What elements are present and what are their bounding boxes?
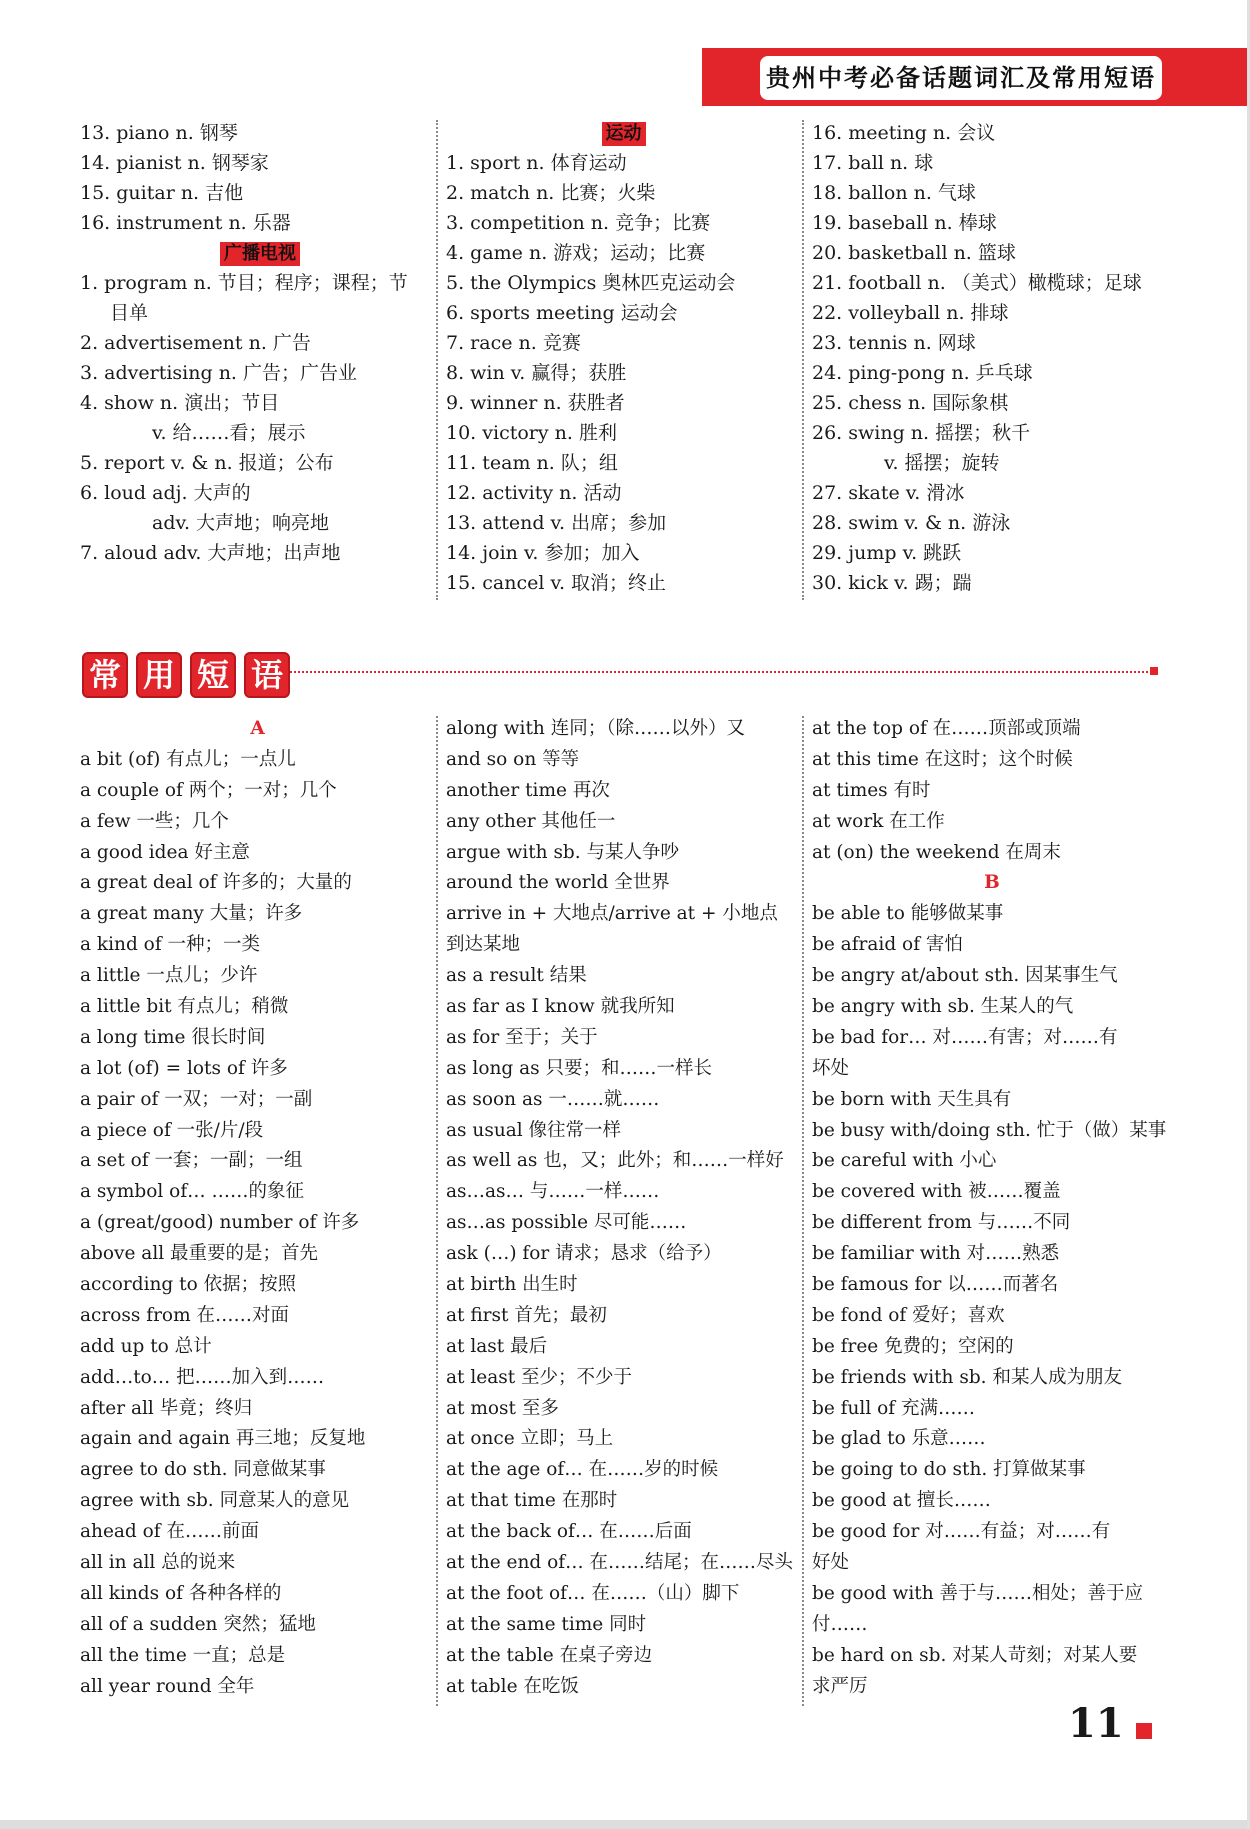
vocab-entry: 1. sport n. 体育运动 [446, 152, 627, 174]
phrase-entry: as long as 只要；和……一样长 [446, 1057, 713, 1079]
section-title-char: 短 [190, 652, 236, 698]
phrase-entry: a great deal of 许多的；大量的 [80, 872, 352, 894]
phrase-entry: a long time 很长时间 [80, 1026, 266, 1048]
letter-heading: A [250, 718, 265, 739]
phrase-entry: be free 免费的；空闲的 [812, 1335, 1014, 1357]
vocab-entry: 目单 [110, 302, 149, 324]
phrase-entry: be good at 擅长…… [812, 1490, 991, 1512]
phrase-entry: at (on) the weekend 在周末 [812, 841, 1061, 863]
vocab-entry: 8. win v. 赢得；获胜 [446, 362, 627, 384]
bottom-edge [0, 1820, 1250, 1829]
letter-heading: B [984, 872, 1000, 894]
vocab-entry: 11. team n. 队；组 [446, 452, 618, 474]
phrase-entry: be full of 充满…… [812, 1397, 976, 1419]
phrase-entry: be able to 能够做某事 [812, 903, 1004, 925]
phrase-entry: at the back of… 在……后面 [446, 1521, 692, 1543]
phrase-entry: at work 在工作 [812, 810, 945, 832]
section-title [82, 652, 290, 698]
vocab-entry: 3. competition n. 竞争；比赛 [446, 212, 711, 234]
phrase-entry: as far as I know 就我所知 [446, 996, 675, 1018]
phrase-entry: 求严厉 [812, 1675, 868, 1697]
vocab-entry: 21. football n. （美式）橄榄球；足球 [812, 272, 1142, 294]
phrase-entry: be covered with 被……覆盖 [812, 1181, 1061, 1203]
phrase-entry: add up to 总计 [80, 1335, 212, 1357]
phrase-entry: be different from 与……不同 [812, 1212, 1071, 1234]
phrase-entry: a bit (of) 有点儿；一点儿 [80, 748, 296, 770]
vocab-entry: 30. kick v. 踢；踹 [812, 572, 972, 594]
phrase-entry: be hard on sb. 对某人苛刻；对某人要 [812, 1644, 1138, 1666]
phrase-entry: agree to do sth. 同意做某事 [80, 1459, 326, 1481]
phrase-entry: be glad to 乐意…… [812, 1428, 986, 1450]
phrase-entry: agree with sb. 同意某人的意见 [80, 1490, 350, 1512]
vocab-entry: 13. piano n. 钢琴 [80, 122, 238, 144]
phrase-entry: at last 最后 [446, 1335, 548, 1357]
phrase-entry: at the top of 在……顶部或顶端 [812, 718, 1081, 739]
phrase-entry: be good for 对……有益；对……有 [812, 1521, 1111, 1543]
vocab-column-3 [812, 118, 1172, 598]
vocab-entry: 4. game n. 游戏；运动；比赛 [446, 242, 706, 264]
phrase-entry: 好处 [812, 1552, 850, 1574]
phrase-entry: as…as possible 尽可能…… [446, 1212, 687, 1234]
vocab-entry: 2. match n. 比赛；火柴 [446, 182, 656, 204]
phrase-entry: as usual 像往常一样 [446, 1119, 622, 1141]
vocab-entry: 24. ping-pong n. 乒乓球 [812, 362, 1033, 384]
phrase-entry: be familiar with 对……熟悉 [812, 1243, 1060, 1265]
phrase-entry: along with 连同；（除……以外）又 [446, 718, 745, 739]
vocab-entry: 5. report v. & n. 报道；公布 [80, 452, 334, 474]
vocab-entry: 7. aloud adv. 大声地；出声地 [80, 542, 341, 564]
phrase-entry: at first 首先；最初 [446, 1304, 607, 1326]
vocab-entry: adv. 大声地；响亮地 [152, 512, 330, 534]
phrase-entry: a set of 一套；一副；一组 [80, 1150, 303, 1172]
vocab-entry: 13. attend v. 出席；参加 [446, 512, 667, 534]
vocab-column-1 [80, 118, 440, 568]
phrase-entry: a lot (of) = lots of 许多 [80, 1057, 288, 1079]
phrase-entry: all of a sudden 突然；猛地 [80, 1613, 316, 1635]
phrase-entry: at once 立即；马上 [446, 1428, 614, 1450]
banner-title: 贵州中考必备话题词汇及常用短语 [760, 56, 1162, 100]
phrase-entry: be born with 天生具有 [812, 1088, 1012, 1110]
phrase-entry: be busy with/doing sth. 忙于（做）某事 [812, 1119, 1167, 1141]
phrase-entry: be famous for 以……而著名 [812, 1274, 1059, 1296]
phrase-entry: a good idea 好主意 [80, 841, 250, 863]
phrase-entry: as soon as 一……就…… [446, 1088, 660, 1110]
vocab-entry: 10. victory n. 胜利 [446, 422, 617, 444]
phrase-entry: and so on 等等 [446, 748, 580, 770]
section-divider-dot [1150, 667, 1158, 675]
phrase-entry: be afraid of 害怕 [812, 934, 963, 956]
vocab-entry: 20. basketball n. 篮球 [812, 242, 1016, 264]
vocab-entry: 6. loud adj. 大声的 [80, 482, 251, 504]
phrase-entry: at table 在吃饭 [446, 1675, 579, 1697]
phrase-entry: be going to do sth. 打算做某事 [812, 1459, 1086, 1481]
phrase-entry: be friends with sb. 和某人成为朋友 [812, 1366, 1122, 1388]
vocab-entry: 14. join v. 参加；加入 [446, 542, 640, 564]
vocab-entry: 3. advertising n. 广告；广告业 [80, 362, 358, 384]
phrase-entry: at the end of… 在……结尾；在……尽头 [446, 1552, 793, 1574]
phrase-entry: all year round 全年 [80, 1675, 255, 1697]
phrase-entry: a little bit 有点儿；稍微 [80, 996, 289, 1018]
vocab-entry: 17. ball n. 球 [812, 152, 934, 174]
phrase-entry: be angry with sb. 生某人的气 [812, 996, 1074, 1018]
phrase-entry: as well as 也，又；此外；和……一样好 [446, 1150, 784, 1172]
vocab-entry: 16. meeting n. 会议 [812, 122, 996, 144]
vocab-entry: 25. chess n. 国际象棋 [812, 392, 1009, 414]
phrase-entry: as a result 结果 [446, 965, 587, 987]
phrase-entry: add…to… 把……加入到…… [80, 1366, 325, 1388]
phrase-entry: as…as… 与……一样…… [446, 1181, 660, 1203]
phrase-entry: be fond of 爱好；喜欢 [812, 1304, 1005, 1326]
phrase-entry: at birth 出生时 [446, 1274, 578, 1296]
phrase-entry: at least 至少；不少于 [446, 1366, 633, 1388]
phrase-entry: at the age of… 在……岁的时候 [446, 1459, 719, 1481]
phrase-entry: as for 至于；关于 [446, 1026, 598, 1048]
phrase-entry: across from 在……对面 [80, 1304, 289, 1326]
vocab-entry: 2. advertisement n. 广告 [80, 332, 311, 354]
phrases-column-1 [80, 714, 435, 1703]
vocab-entry: 18. ballon n. 气球 [812, 182, 976, 204]
column-divider [802, 716, 804, 1706]
phrase-entry: at most 至多 [446, 1397, 559, 1419]
vocab-entry: 1. program n. 节目；程序；课程；节 [80, 272, 408, 294]
category-heading: 广播电视 [220, 242, 300, 266]
section-title-char: 常 [82, 652, 128, 698]
vocab-entry: 9. winner n. 获胜者 [446, 392, 625, 414]
page-number: 11 [1068, 1700, 1124, 1747]
phrase-entry: be good with 善于与……相处；善于应 [812, 1582, 1143, 1604]
phrase-entry: at the table 在桌子旁边 [446, 1644, 653, 1666]
column-divider [436, 120, 438, 600]
phrase-entry: 付…… [812, 1613, 868, 1635]
vocab-entry: 26. swing n. 摇摆；秋千 [812, 422, 1031, 444]
phrase-entry: 到达某地 [446, 934, 521, 956]
page-marker [1136, 1723, 1152, 1739]
phrase-entry: a pair of 一双；一对；一副 [80, 1088, 313, 1110]
category-heading-row [446, 118, 801, 148]
phrase-entry: a symbol of… ……的象征 [80, 1181, 305, 1203]
phrases-column-2 [446, 714, 801, 1703]
vocab-entry: 15. cancel v. 取消；终止 [446, 572, 667, 594]
phrases-column-3 [812, 714, 1172, 1703]
vocab-entry: 16. instrument n. 乐器 [80, 212, 291, 234]
phrase-entry: a couple of 两个；一对；几个 [80, 779, 337, 801]
phrase-entry: a great many 大量；许多 [80, 903, 303, 925]
vocab-entry: 19. baseball n. 棒球 [812, 212, 997, 234]
vocab-entry: 27. skate v. 滑冰 [812, 482, 965, 504]
phrase-entry: a kind of 一种；一类 [80, 934, 261, 956]
phrase-entry: be careful with 小心 [812, 1150, 997, 1172]
column-divider [802, 120, 804, 600]
phrase-entry: arrive in + 大地点/arrive at + 小地点 [446, 903, 778, 925]
vocab-entry: v. 摇摆；旋转 [884, 452, 1000, 474]
phrase-entry: all kinds of 各种各样的 [80, 1582, 282, 1604]
phrase-entry: at times 有时 [812, 779, 931, 801]
section-title-char: 语 [244, 652, 290, 698]
vocab-entry: 15. guitar n. 吉他 [80, 182, 244, 204]
vocab-entry: 22. volleyball n. 排球 [812, 302, 1009, 324]
phrase-entry: ask (…) for 请求；恳求（给予） [446, 1243, 722, 1265]
vocab-entry: 14. pianist n. 钢琴家 [80, 152, 269, 174]
phrase-entry: a (great/good) number of 许多 [80, 1212, 360, 1234]
phrase-entry: ahead of 在……前面 [80, 1521, 260, 1543]
section-title-char: 用 [136, 652, 182, 698]
phrase-entry: any other 其他任一 [446, 810, 616, 832]
phrase-entry: after all 毕竟；终归 [80, 1397, 253, 1419]
section-divider-line [286, 671, 1152, 673]
phrase-entry: another time 再次 [446, 779, 610, 801]
vocab-entry: 4. show n. 演出；节目 [80, 392, 280, 414]
phrase-entry: at this time 在这时；这个时候 [812, 748, 1073, 770]
phrase-entry: a piece of 一张/片/段 [80, 1119, 264, 1141]
phrase-entry: around the world 全世界 [446, 872, 670, 894]
vocab-entry: 12. activity n. 活动 [446, 482, 622, 504]
vocab-entry: 29. jump v. 跳跃 [812, 542, 962, 564]
phrase-entry: be angry at/about sth. 因某事生气 [812, 965, 1118, 987]
phrase-entry: all in all 总的说来 [80, 1552, 236, 1574]
phrase-entry: at the same time 同时 [446, 1613, 647, 1635]
vocab-entry: 5. the Olympics 奥林匹克运动会 [446, 272, 736, 294]
phrase-entry: at that time 在那时 [446, 1490, 618, 1512]
phrase-entry: above all 最重要的是；首先 [80, 1243, 319, 1265]
phrase-entry: a few 一些；几个 [80, 810, 229, 832]
phrase-entry: according to 依据；按照 [80, 1274, 297, 1296]
vocab-entry: v. 给……看；展示 [152, 422, 306, 444]
phrase-entry: all the time 一直；总是 [80, 1644, 286, 1666]
vocab-entry: 28. swim v. & n. 游泳 [812, 512, 1011, 534]
vocab-entry: 23. tennis n. 网球 [812, 332, 976, 354]
category-heading: 运动 [602, 122, 646, 146]
phrase-entry: 坏处 [812, 1057, 850, 1079]
vocab-entry: 6. sports meeting 运动会 [446, 302, 678, 324]
phrase-entry: at the foot of… 在……（山）脚下 [446, 1582, 740, 1604]
phrase-entry: argue with sb. 与某人争吵 [446, 841, 680, 863]
category-heading-row [80, 238, 440, 268]
vocab-entry: 7. race n. 竞赛 [446, 332, 581, 354]
column-divider [436, 716, 438, 1706]
phrase-entry: a little 一点儿；少许 [80, 965, 258, 987]
vocab-column-2 [446, 118, 801, 598]
phrase-entry: again and again 再三地；反复地 [80, 1428, 366, 1450]
phrase-entry: be bad for… 对……有害；对……有 [812, 1026, 1118, 1048]
